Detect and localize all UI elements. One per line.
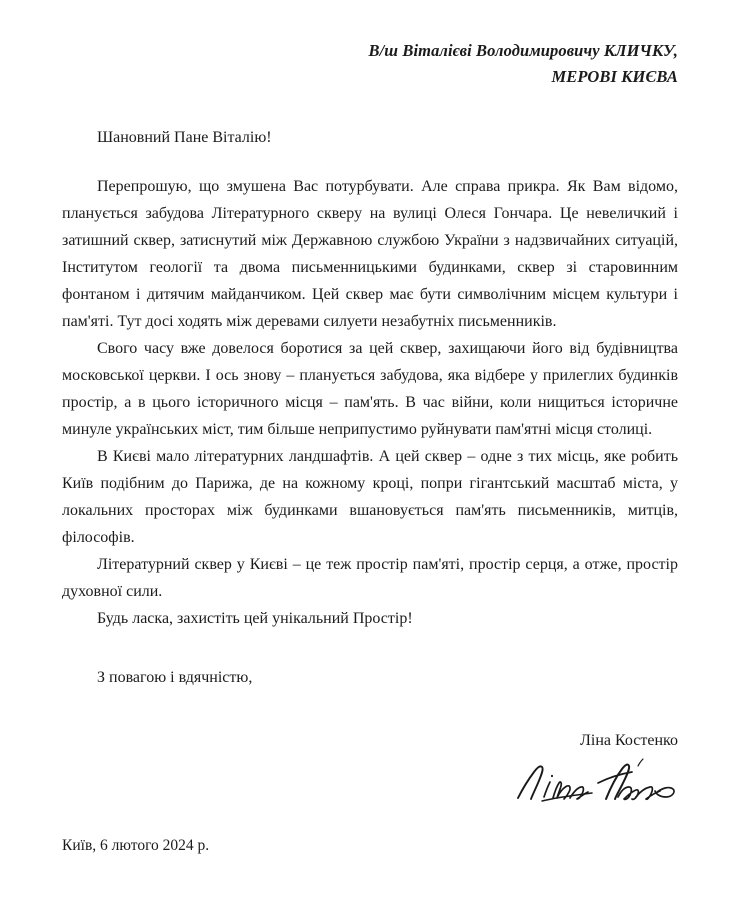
signer-name: Ліна Костенко — [580, 732, 678, 749]
signature-block — [62, 729, 678, 809]
letter-body — [62, 173, 678, 632]
addressee-line-1: В/ш Віталієві Володимировичу КЛИЧКУ, — [368, 41, 678, 60]
handwritten-signature-icon — [62, 757, 678, 809]
body-paragraph-5: Будь ласка, захистіть цей унікальний Простір! — [97, 610, 413, 627]
addressee-line-2: МЕРОВІ КИЄВА — [551, 67, 678, 86]
body-paragraph-3: В Києві мало літературних ландшафтів. А цей сквер – одне з тих місць, яке робить Київ подібним до Парижа, де на кожному кроці, попри гігантський масштаб міста, у локальних просторах між будинками вшановується пам'ять письменників, митців, філософів. — [62, 448, 678, 546]
closing-line: З повагою і вдячністю, — [97, 669, 253, 686]
body-paragraph-2: Свого часу вже довелося боротися за цей сквер, захищаючи його від будівництва московської церкви. І ось знову – планується забудова, яка відбере у прилеглих будинків простір, а в цього історичного місця – пам'ять. В час війни, коли нищиться історичне минуле українських міст, тим більше неприпустимо руйнувати пам'ятні місця столиці. — [62, 340, 678, 438]
addressee-block — [62, 38, 678, 90]
letter-content — [62, 0, 678, 857]
dateline: Київ, 6 лютого 2024 р. — [62, 837, 210, 854]
body-paragraph-4: Літературний сквер у Києві – це теж простір пам'яті, простір серця, а отже, простір духовної сили. — [62, 556, 678, 600]
greeting-line: Шановний Пане Віталію! — [97, 129, 272, 146]
body-paragraph-1: Перепрошую, що змушена Вас потурбувати. Але справа прикра. Як Вам відомо, планується забудова Літературного скверу на вулиці Олеся Гончара. Це невеличкий і затишний сквер, затиснутий між Державною службою України з надзвичайних ситуацій, Інститутом геології та двома письменницькими будинками, сквер зі старовинним фонтаном і дитячим майданчиком. Цей сквер має бути символічним місцем культури і пам'яті. Тут досі ходять між деревами силуети незабутніх письменників. — [62, 178, 678, 330]
